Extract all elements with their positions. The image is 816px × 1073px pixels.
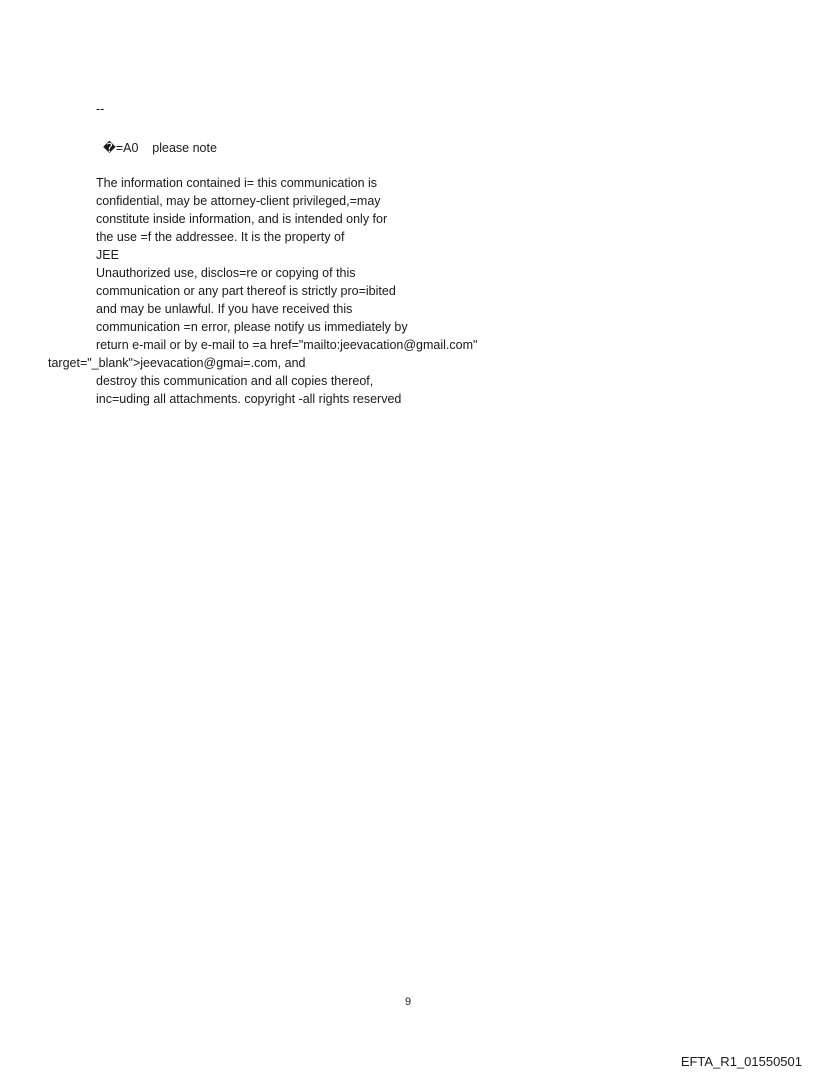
body-line: confidential, may be attorney-client privileged,=may — [96, 194, 381, 208]
document-id: EFTA_R1_01550501 — [680, 1054, 802, 1069]
body-line: the use =f the addressee. It is the property of — [96, 230, 345, 244]
body-line: communication =n error, please notify us immediately by — [96, 320, 408, 334]
body-line: communication or any part thereof is strictly pro=ibited — [96, 284, 396, 298]
closing-line: destroy this communication and all copies thereof, — [96, 374, 374, 388]
body-line: constitute inside information, and is intended only for — [96, 212, 388, 226]
body-line: Unauthorized use, disclos=re or copying of this — [96, 266, 356, 280]
body-line: and may be unlawful. If you have received this — [96, 302, 353, 316]
closing-line: inc=uding all attachments. copyright -all rights reserved — [96, 392, 402, 406]
wrapped-line: target="_blank">jeevacation@gmai=.com, and — [48, 356, 306, 370]
note-line: �=A0 please note — [103, 141, 217, 155]
page-number: 9 — [404, 996, 412, 1008]
body-line: return e-mail or by e-mail to =a href="mailto:jeevacation@gmail.com" — [96, 338, 478, 352]
separator-text: -- — [96, 102, 105, 116]
body-line: JEE — [96, 248, 119, 262]
body-line: The information contained i= this communication is — [96, 176, 378, 190]
